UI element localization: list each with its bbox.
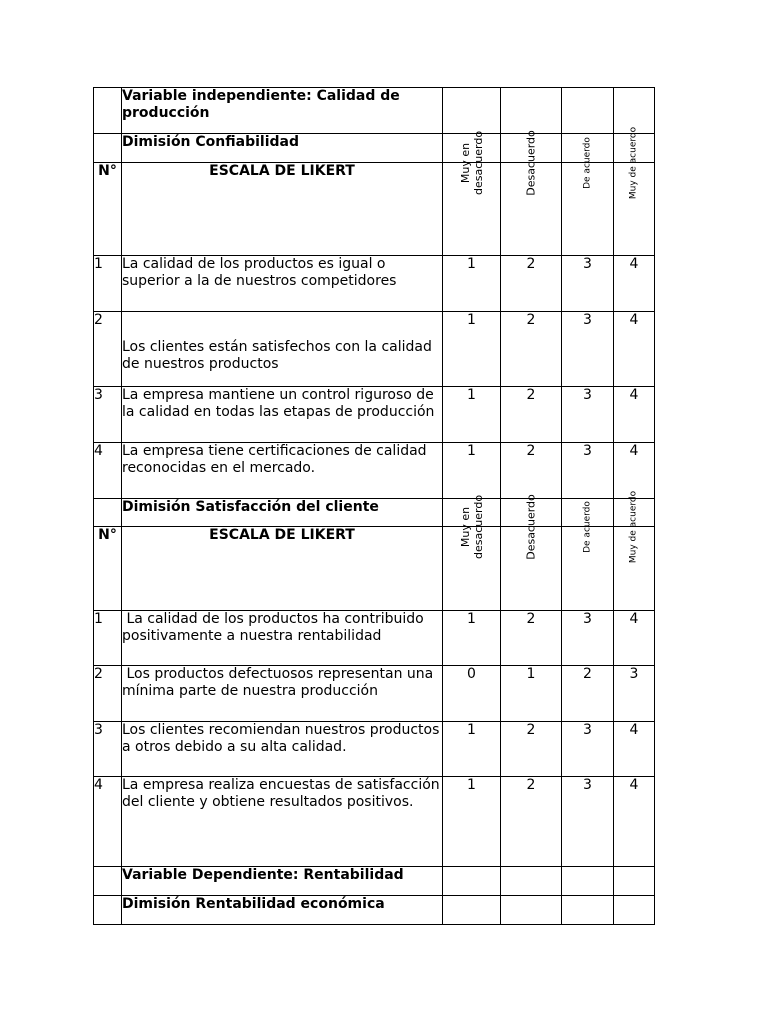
dimension-row [94,499,655,527]
dimension-title: Dimisión Rentabilidad económica [122,896,443,925]
score-cell[interactable]: 0 [443,666,501,722]
score-cell[interactable]: 1 [443,387,501,443]
item-number: 4 [94,443,122,499]
score-cell[interactable]: 1 [443,256,501,312]
score-cell[interactable]: 3 [562,722,614,777]
variable-independiente-title: Variable independiente: Calidad de producción [122,88,443,134]
option-header [443,130,501,256]
item-number: 3 [94,722,122,777]
score-cell[interactable]: 1 [443,312,501,387]
score-cell[interactable]: 4 [614,777,655,867]
score-cell[interactable]: 1 [443,443,501,499]
option-header [614,490,655,611]
item-text: La calidad de los productos ha contribuido positivamente a nuestra rentabilidad [122,611,443,666]
score-cell[interactable]: 3 [562,312,614,387]
score-cell[interactable]: 4 [614,443,655,499]
score-cell[interactable]: 3 [562,777,614,867]
dimension-row [94,896,655,925]
option-header [501,494,562,611]
likert-header-row [94,527,655,611]
option-header [443,494,501,611]
score-cell[interactable]: 4 [614,312,655,387]
variable-independiente-row [94,88,655,134]
score-cell[interactable]: 2 [501,312,562,387]
dimension-title: Dimisión Satisfacción del cliente [122,499,443,527]
likert-scale-title: ESCALA DE LIKERT [122,527,443,611]
option-label: Muy en desacuerdo [458,494,485,559]
table-row [94,256,655,312]
item-text: Los clientes están satisfechos con la calidad de nuestros productos [122,339,432,372]
item-text: Los clientes recomiendan nuestros productos a otros debido a su alta calidad. [122,722,443,777]
table-row [94,666,655,722]
variable-dependiente-row [94,867,655,896]
score-cell[interactable]: 2 [501,722,562,777]
option-label: Desacuerdo [524,494,538,560]
score-cell[interactable]: 4 [614,387,655,443]
table-row [94,312,655,387]
score-cell[interactable]: 1 [501,666,562,722]
option-label: Desacuerdo [524,130,538,196]
item-text: La calidad de los productos es igual o superior a la de nuestros competidores [122,256,443,312]
score-cell[interactable]: 2 [501,777,562,867]
score-cell[interactable]: 1 [443,611,501,666]
table-row [94,387,655,443]
score-cell[interactable]: 4 [614,722,655,777]
option-header [501,130,562,256]
dimension-row [94,134,655,163]
item-number: 3 [94,387,122,443]
item-text: Los productos defectuosos representan una mínima parte de nuestra producción [122,666,443,722]
number-header: N° [94,163,122,256]
item-text: La empresa realiza encuestas de satisfacción del cliente y obtiene resultados positivos. [122,777,443,867]
table-row [94,722,655,777]
option-header [614,126,655,256]
option-label: De acuerdo [582,501,592,553]
score-cell[interactable]: 2 [501,443,562,499]
likert-scale-title: ESCALA DE LIKERT [122,163,443,256]
item-text: La empresa mantiene un control riguroso de la calidad en todas las etapas de producción [122,387,443,443]
item-number: 1 [94,611,122,666]
likert-table [93,87,655,925]
option-label: Muy de acuerdo [628,490,639,564]
table-row [94,611,655,666]
item-number: 4 [94,777,122,867]
likert-header-row [94,163,655,256]
item-text: La empresa tiene certificaciones de calidad reconocidas en el mercado. [122,443,443,499]
item-number: 2 [94,666,122,722]
score-cell[interactable]: 3 [562,443,614,499]
score-cell[interactable]: 3 [562,387,614,443]
table-row [94,777,655,867]
number-header: N° [94,527,122,611]
score-cell[interactable]: 1 [443,777,501,867]
score-cell[interactable]: 4 [614,611,655,666]
option-header [562,137,614,256]
score-cell[interactable]: 4 [614,256,655,312]
score-cell[interactable]: 2 [501,256,562,312]
score-cell[interactable]: 2 [562,666,614,722]
option-label: Muy de acuerdo [628,126,639,200]
option-label: De acuerdo [582,137,592,189]
dimension-title: Dimisión Confiabilidad [122,134,443,163]
score-cell[interactable]: 3 [562,256,614,312]
option-label: Muy en desacuerdo [458,130,485,195]
option-header [562,501,614,611]
score-cell[interactable]: 3 [562,611,614,666]
score-cell[interactable]: 2 [501,387,562,443]
item-number: 1 [94,256,122,312]
score-cell[interactable]: 1 [443,722,501,777]
score-cell[interactable]: 3 [614,666,655,722]
item-number: 2 [94,312,122,387]
table-row [94,443,655,499]
variable-dependiente-title: Variable Dependiente: Rentabilidad [122,867,443,896]
score-cell[interactable]: 2 [501,611,562,666]
